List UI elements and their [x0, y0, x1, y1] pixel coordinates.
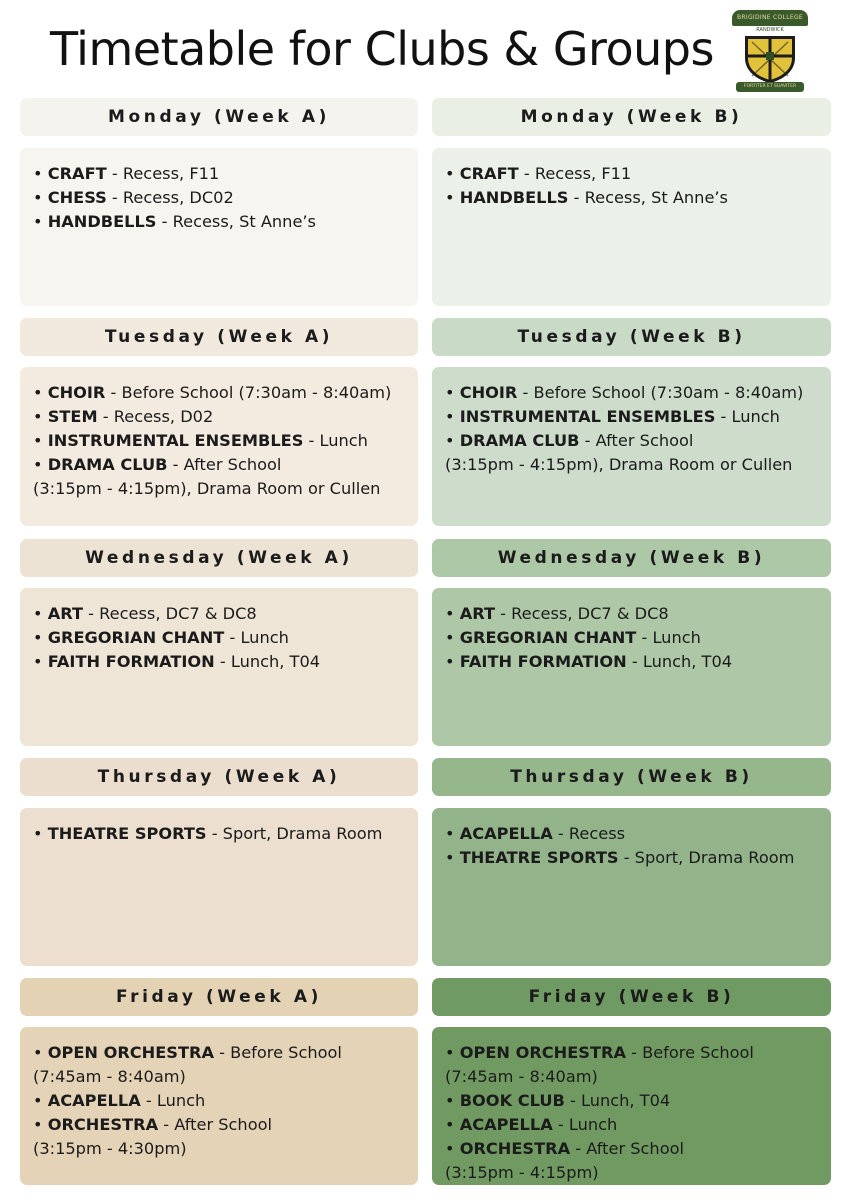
activity-item: [445, 186, 817, 210]
activity-name: ART: [459, 604, 496, 623]
bullet-icon: •: [445, 604, 460, 623]
activity-item: [33, 650, 404, 674]
activity-detail: - Recess, D02: [97, 407, 214, 426]
bullet-icon: •: [33, 604, 48, 623]
activity-item: [33, 453, 404, 501]
bullet-icon: •: [33, 383, 48, 402]
activity-name: HANDBELLS: [459, 188, 569, 207]
activity-name: DRAMA CLUB: [47, 455, 168, 474]
activity-detail: - Before School (7:30am - 8:40am): [105, 383, 392, 402]
activity-item: [33, 626, 404, 650]
activity-detail: - After School: [167, 455, 282, 474]
page-title: Timetable for Clubs & Groups: [50, 22, 714, 76]
bullet-icon: •: [33, 164, 48, 183]
activity-name: GREGORIAN CHANT: [459, 628, 637, 647]
activity-item: [33, 602, 404, 626]
day-header-monday-week-b: Monday (Week B): [432, 98, 831, 136]
activity-detail: - Recess, DC02: [106, 188, 234, 207]
activity-name: DRAMA CLUB: [459, 431, 580, 450]
day-header-tuesday-week-b: Tuesday (Week B): [432, 318, 831, 356]
bullet-icon: •: [33, 407, 48, 426]
activity-detail: - Before School: [213, 1043, 342, 1062]
activity-name: INSTRUMENTAL ENSEMBLES: [459, 407, 716, 426]
day-activities-tuesday-week-b: [432, 367, 831, 526]
activity-item: [445, 1137, 817, 1185]
activity-detail: - Recess, St Anne’s: [156, 212, 316, 231]
bullet-icon: •: [33, 1043, 48, 1062]
activity-name: OPEN ORCHESTRA: [47, 1043, 214, 1062]
bullet-icon: •: [445, 848, 460, 867]
activity-detail: - Lunch: [303, 431, 368, 450]
activity-item: [33, 210, 404, 234]
activity-name: ART: [47, 604, 84, 623]
bullet-icon: •: [33, 628, 48, 647]
activity-name: OPEN ORCHESTRA: [459, 1043, 626, 1062]
activity-detail: - After School: [570, 1139, 684, 1158]
activity-item: [445, 1089, 817, 1113]
activity-detail: - Recess: [552, 824, 626, 843]
activity-name: ACAPELLA: [459, 1115, 553, 1134]
activity-name: FAITH FORMATION: [459, 652, 627, 671]
bullet-icon: •: [445, 383, 460, 402]
activity-item: [33, 186, 404, 210]
activity-item: [33, 405, 404, 429]
bullet-icon: •: [445, 652, 460, 671]
activity-item: [445, 602, 817, 626]
activity-item: [445, 650, 817, 674]
activity-item: [445, 381, 817, 405]
activity-detail-continued: (3:15pm - 4:30pm): [33, 1139, 187, 1158]
bullet-icon: •: [445, 1043, 460, 1062]
day-header-thursday-week-a: Thursday (Week A): [20, 758, 418, 796]
activity-detail: - Lunch: [552, 1115, 618, 1134]
day-activities-friday-week-a: [20, 1027, 418, 1185]
day-header-wednesday-week-b: Wednesday (Week B): [432, 539, 831, 577]
bullet-icon: •: [445, 1115, 460, 1134]
activity-item: [445, 429, 817, 477]
activity-item: [445, 162, 817, 186]
activity-item: [33, 429, 404, 453]
activity-detail-continued: (7:45am - 8:40am): [33, 1067, 186, 1086]
activity-detail: - Lunch: [224, 628, 289, 647]
activity-item: [445, 822, 817, 846]
activity-name: STEM: [47, 407, 98, 426]
activity-detail: - Lunch, T04: [564, 1091, 671, 1110]
day-activities-friday-week-b: [432, 1027, 831, 1185]
activity-detail: - Recess, DC7 & DC8: [83, 604, 257, 623]
day-activities-wednesday-week-a: [20, 588, 418, 746]
day-header-tuesday-week-a: Tuesday (Week A): [20, 318, 418, 356]
bullet-icon: •: [445, 628, 460, 647]
activity-item: [33, 1041, 404, 1089]
day-activities-thursday-week-a: [20, 808, 418, 966]
bullet-icon: •: [33, 652, 48, 671]
day-activities-tuesday-week-a: [20, 367, 418, 526]
activity-item: [445, 1041, 817, 1089]
activity-item: [445, 846, 817, 870]
activity-name: CRAFT: [459, 164, 519, 183]
college-crest-logo: [732, 10, 808, 94]
activity-name: CHOIR: [459, 383, 518, 402]
activity-detail: - Recess, DC7 & DC8: [495, 604, 669, 623]
activity-name: FAITH FORMATION: [47, 652, 215, 671]
crest-sub: RANDWICK: [756, 27, 784, 33]
activity-name: CRAFT: [47, 164, 107, 183]
activity-name: ORCHESTRA: [47, 1115, 159, 1134]
activity-item: [33, 162, 404, 186]
activity-name: INSTRUMENTAL ENSEMBLES: [47, 431, 304, 450]
bullet-icon: •: [33, 1115, 48, 1134]
activity-detail-continued: (3:15pm - 4:15pm): [445, 1163, 599, 1182]
activity-name: THEATRE SPORTS: [47, 824, 207, 843]
activity-detail: - Lunch: [636, 628, 701, 647]
bullet-icon: •: [33, 188, 48, 207]
bullet-icon: •: [445, 188, 460, 207]
activity-name: THEATRE SPORTS: [459, 848, 619, 867]
bullet-icon: •: [33, 455, 48, 474]
activity-detail: - Lunch, T04: [626, 652, 733, 671]
activity-name: CHESS: [47, 188, 107, 207]
activity-name: ORCHESTRA: [459, 1139, 571, 1158]
activity-item: [445, 1113, 817, 1137]
activity-detail: - Before School (7:30am - 8:40am): [517, 383, 804, 402]
activity-detail: - Recess, St Anne’s: [568, 188, 728, 207]
activity-detail: - Sport, Drama Room: [206, 824, 383, 843]
activity-item: [33, 1113, 404, 1161]
activity-detail: - Before School: [625, 1043, 754, 1062]
activity-item: [445, 405, 817, 429]
bullet-icon: •: [33, 1091, 48, 1110]
activity-detail-continued: (7:45am - 8:40am): [445, 1067, 598, 1086]
shield-icon: [742, 34, 798, 84]
activity-name: HANDBELLS: [47, 212, 157, 231]
bullet-icon: •: [445, 1139, 460, 1158]
activity-item: [445, 626, 817, 650]
crest-banner: BRIGIDINE COLLEGE: [732, 10, 808, 26]
activity-item: [33, 1089, 404, 1113]
day-activities-monday-week-b: [432, 148, 831, 306]
bullet-icon: •: [445, 431, 460, 450]
day-activities-wednesday-week-b: [432, 588, 831, 746]
activity-name: CHOIR: [47, 383, 106, 402]
activity-item: [33, 822, 404, 846]
activity-detail: - Lunch, T04: [214, 652, 321, 671]
day-header-wednesday-week-a: Wednesday (Week A): [20, 539, 418, 577]
activity-item: [33, 381, 404, 405]
bullet-icon: •: [445, 824, 460, 843]
activity-name: GREGORIAN CHANT: [47, 628, 225, 647]
bullet-icon: •: [445, 164, 460, 183]
bullet-icon: •: [33, 431, 48, 450]
crest-motto: FORTITER ET SUAVITER: [736, 82, 804, 92]
activity-detail: - Sport, Drama Room: [618, 848, 795, 867]
day-activities-monday-week-a: [20, 148, 418, 306]
activity-detail-continued: (3:15pm - 4:15pm), Drama Room or Cullen: [445, 455, 793, 474]
activity-detail: - Lunch: [715, 407, 780, 426]
day-header-thursday-week-b: Thursday (Week B): [432, 758, 831, 796]
activity-detail-continued: (3:15pm - 4:15pm), Drama Room or Cullen: [33, 479, 381, 498]
day-activities-thursday-week-b: [432, 808, 831, 966]
day-header-friday-week-a: Friday (Week A): [20, 978, 418, 1016]
bullet-icon: •: [445, 1091, 460, 1110]
activity-detail: - After School: [579, 431, 694, 450]
activity-name: BOOK CLUB: [459, 1091, 565, 1110]
day-header-monday-week-a: Monday (Week A): [20, 98, 418, 136]
bullet-icon: •: [33, 824, 48, 843]
bullet-icon: •: [33, 212, 48, 231]
activity-detail: - Lunch: [140, 1091, 206, 1110]
activity-detail: - Recess, F11: [106, 164, 220, 183]
day-header-friday-week-b: Friday (Week B): [432, 978, 831, 1016]
bullet-icon: •: [445, 407, 460, 426]
activity-detail: - Recess, F11: [518, 164, 632, 183]
activity-name: ACAPELLA: [459, 824, 553, 843]
activity-name: ACAPELLA: [47, 1091, 141, 1110]
activity-detail: - After School: [158, 1115, 272, 1134]
